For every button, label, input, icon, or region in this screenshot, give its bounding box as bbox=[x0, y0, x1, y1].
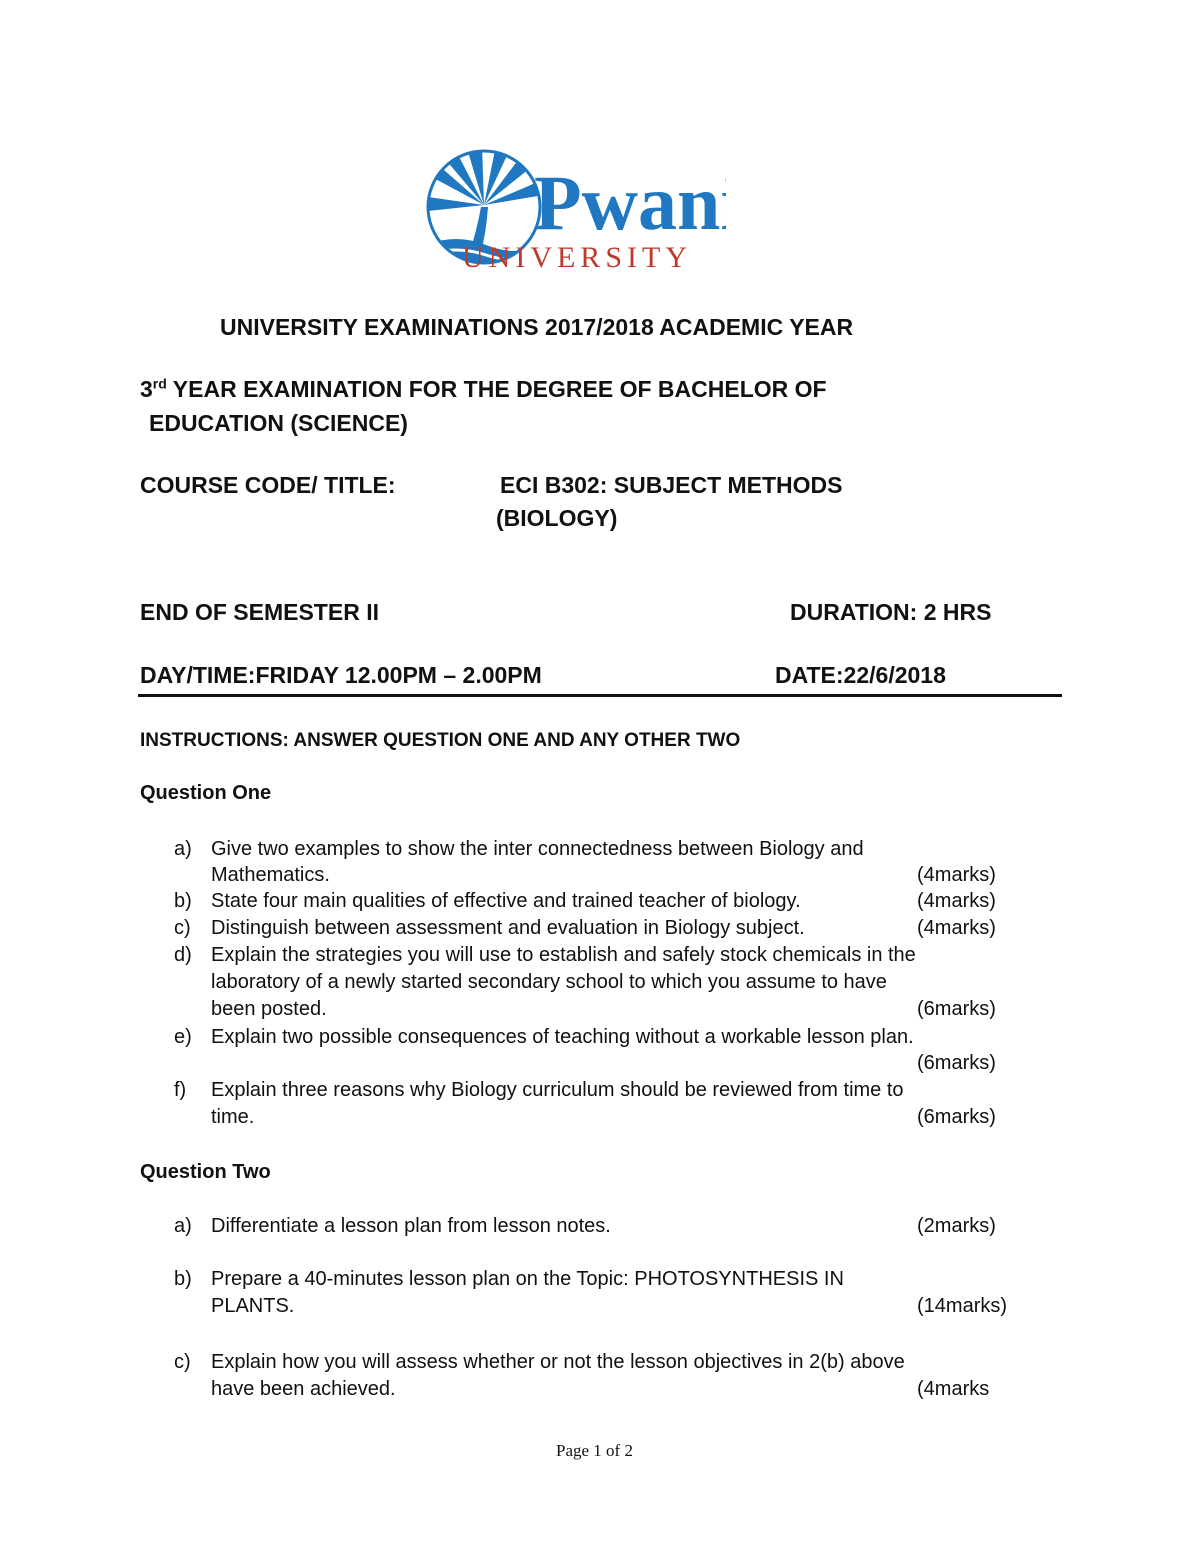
course-code-label: COURSE CODE/ TITLE: bbox=[140, 472, 396, 498]
q1-marks-f: (6marks) bbox=[917, 1106, 996, 1128]
q1-text-d-2: laboratory of a newly started secondary school to which you assume to have bbox=[211, 971, 887, 993]
instructions: INSTRUCTIONS: ANSWER QUESTION ONE AND ANY OTHER TWO bbox=[140, 730, 741, 751]
q2-label-b: b) bbox=[174, 1268, 192, 1290]
question-one-title: Question One bbox=[140, 782, 272, 804]
logo-brand-top: Pwani bbox=[534, 159, 726, 246]
duration: DURATION: 2 HRS bbox=[790, 599, 992, 625]
q1-text-d-1: Explain the strategies you will use to establish and safely stock chemicals in the bbox=[211, 944, 916, 966]
exam-title: UNIVERSITY EXAMINATIONS 2017/2018 ACADEMIC YEAR bbox=[220, 314, 854, 340]
exam-date: DATE:22/6/2018 bbox=[775, 662, 946, 688]
q1-text-a-2: Mathematics. bbox=[211, 864, 330, 886]
q1-marks-c: (4marks) bbox=[917, 917, 996, 939]
q2-text-b-2: PLANTS. bbox=[211, 1295, 295, 1317]
year-suffix: rd bbox=[152, 375, 167, 392]
q1-marks-a: (4marks) bbox=[917, 864, 996, 886]
q1-text-f-2: time. bbox=[211, 1106, 255, 1128]
q2-text-c-1: Explain how you will assess whether or not the lesson objectives in 2(b) above bbox=[211, 1351, 905, 1373]
q1-label-f: f) bbox=[174, 1079, 187, 1101]
q2-text-c-2: have been achieved. bbox=[211, 1378, 396, 1400]
course-title-value: (BIOLOGY) bbox=[496, 505, 618, 531]
header-divider bbox=[138, 694, 1062, 697]
year-number: 3 bbox=[140, 376, 153, 402]
q1-marks-d: (6marks) bbox=[917, 998, 996, 1020]
q2-text-a-1: Differentiate a lesson plan from lesson notes. bbox=[211, 1215, 611, 1237]
q1-text-b-1: State four main qualities of effective and trained teacher of biology. bbox=[211, 890, 801, 912]
q2-text-b-1: Prepare a 40-minutes lesson plan on the Topic: PHOTOSYNTHESIS IN bbox=[211, 1268, 844, 1290]
logo-brand-bottom: UNIVERSITY bbox=[462, 241, 692, 274]
question-two-title: Question Two bbox=[140, 1161, 271, 1183]
q2-label-a: a) bbox=[174, 1215, 192, 1237]
q1-text-f-1: Explain three reasons why Biology curriculum should be reviewed from time to bbox=[211, 1079, 904, 1101]
q1-label-a: a) bbox=[174, 838, 192, 860]
q1-marks-b: (4marks) bbox=[917, 890, 996, 912]
q2-marks-a: (2marks) bbox=[917, 1215, 996, 1237]
palm-tree-icon bbox=[426, 145, 726, 275]
semester: END OF SEMESTER II bbox=[140, 599, 379, 625]
q1-text-d-3: been posted. bbox=[211, 998, 327, 1020]
q1-text-a-1: Give two examples to show the inter connectedness between Biology and bbox=[211, 838, 864, 860]
course-code-value: ECI B302: SUBJECT METHODS bbox=[500, 472, 843, 498]
q1-text-e-1: Explain two possible consequences of teaching without a workable lesson plan. bbox=[211, 1026, 914, 1048]
q2-label-c: c) bbox=[174, 1351, 191, 1373]
degree-line-1-text: YEAR EXAMINATION FOR THE DEGREE OF BACHELOR OF bbox=[166, 376, 827, 402]
degree-line-1 bbox=[140, 376, 827, 403]
q1-label-d: d) bbox=[174, 944, 192, 966]
q1-label-e: e) bbox=[174, 1026, 192, 1048]
q2-marks-b: (14marks) bbox=[917, 1295, 1008, 1317]
q1-label-b: b) bbox=[174, 890, 192, 912]
day-time: DAY/TIME:FRIDAY 12.00PM – 2.00PM bbox=[140, 662, 542, 688]
q1-marks-e: (6marks) bbox=[917, 1052, 996, 1074]
page-number: Page 1 of 2 bbox=[556, 1441, 633, 1460]
degree-line-2: EDUCATION (SCIENCE) bbox=[149, 410, 408, 436]
university-logo bbox=[426, 145, 726, 275]
q1-label-c: c) bbox=[174, 917, 191, 939]
q1-text-c-1: Distinguish between assessment and evaluation in Biology subject. bbox=[211, 917, 805, 939]
q2-marks-c: (4marks bbox=[917, 1378, 990, 1400]
